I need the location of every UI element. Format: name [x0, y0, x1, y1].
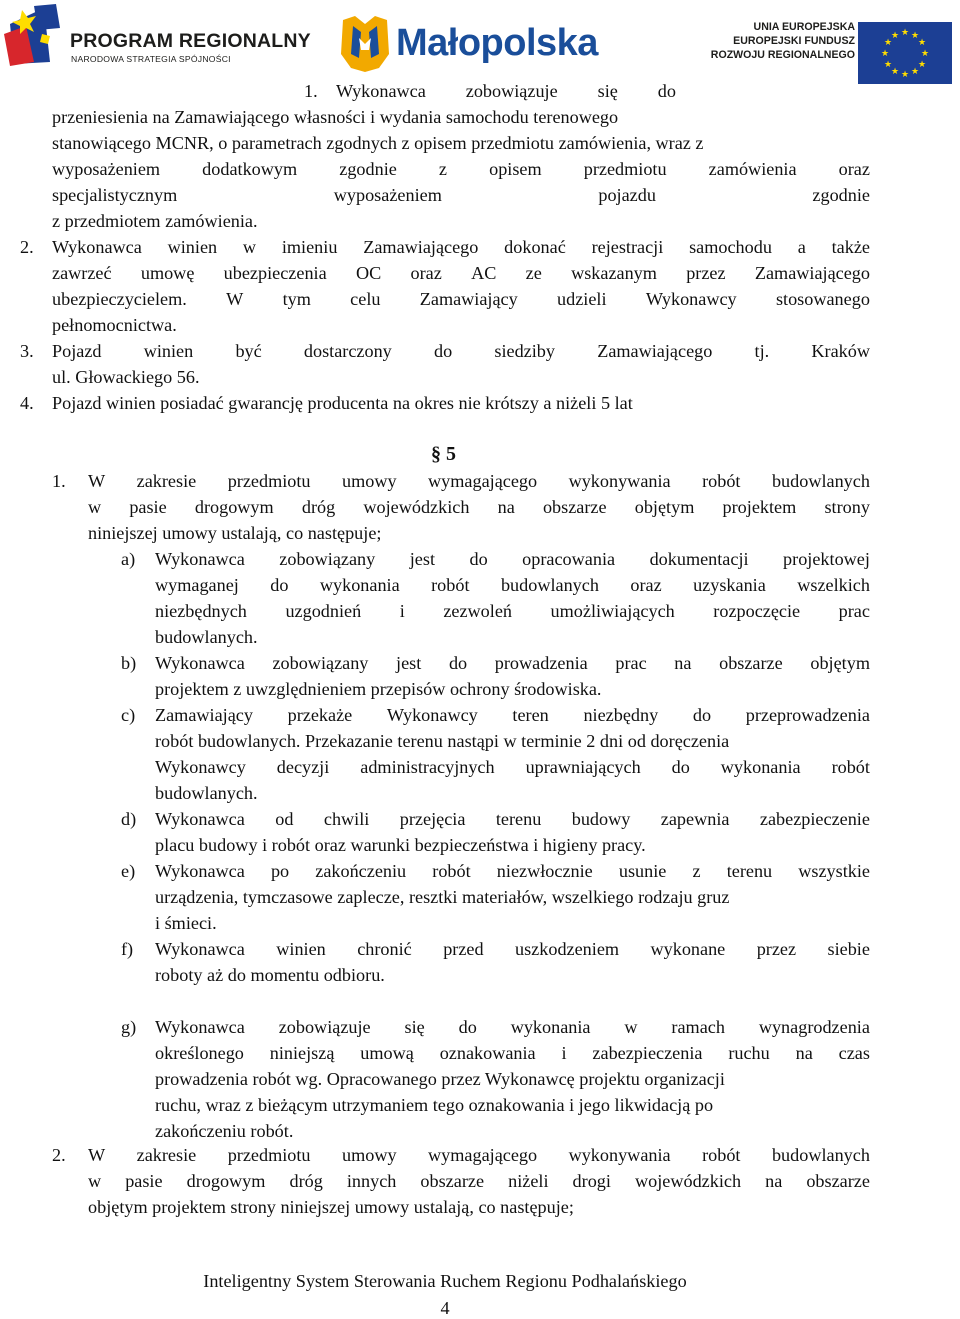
item-number: 2. [52, 1145, 66, 1165]
word: samochodu [689, 237, 772, 257]
footer-project-name: Inteligentny System Sterowania Ruchem Regionu Podhalańskiego [203, 1271, 687, 1291]
word: do [458, 1017, 477, 1037]
word: do [270, 575, 289, 595]
word: budowlanych [771, 1145, 870, 1165]
word: Wykonawca [155, 809, 245, 829]
paragraph-line [52, 340, 870, 362]
item-number: 4. [20, 393, 34, 413]
subitem-letter: g) [121, 1017, 137, 1037]
word: Wykonawca [155, 939, 245, 959]
word: jest [396, 653, 422, 673]
paragraph-line [155, 1016, 870, 1038]
word: wszelkich [797, 575, 870, 595]
word: w [242, 237, 257, 257]
paragraph-line [88, 1170, 870, 1192]
malopolska-title: Małopolska [396, 22, 598, 64]
word: opisem [489, 159, 542, 179]
word: Zamawiający [155, 705, 253, 725]
word: obszarze [542, 497, 607, 517]
paragraph-line: prowadzenia robót wg. Opracowanego przez Wykonawcę projektu organizacji [155, 1069, 725, 1089]
word: terenu [726, 861, 773, 881]
word: wyposażeniem [52, 159, 161, 179]
svg-text:★: ★ [910, 67, 920, 77]
word: dokonać [504, 237, 566, 257]
word: OC [355, 263, 382, 283]
word: budowlanych [500, 575, 599, 595]
word: zobowiązany [272, 653, 369, 673]
word: winien [143, 341, 194, 361]
word: przez [756, 939, 797, 959]
word: wymagającego [428, 1145, 538, 1165]
word: Zamawiający [419, 289, 518, 309]
word: zobowiązuje [278, 1017, 371, 1037]
word: do [657, 81, 676, 101]
word: zobowiązuje [465, 81, 558, 101]
section-heading: § 5 [431, 443, 456, 465]
word: oraz [410, 263, 442, 283]
word: decyzji [276, 757, 330, 777]
paragraph-line: roboty aż do momentu odbioru. [155, 965, 385, 985]
word: W [88, 1145, 106, 1165]
word: prac [838, 601, 870, 621]
word: stosowanego [775, 289, 870, 309]
word: wszystkie [798, 861, 870, 881]
subitem-letter: b) [121, 653, 137, 673]
word: pasie [125, 1171, 163, 1191]
word: obszarze [806, 1171, 870, 1191]
paragraph-line: stanowiącego MCNR, o parametrach zgodnych z opisem przedmiotu zamówienia, wraz z [52, 133, 704, 153]
subitem-letter: a) [121, 549, 136, 569]
paragraph-line [155, 548, 870, 570]
word: zgodnie [812, 185, 870, 205]
word: Wykonawca [155, 1017, 245, 1037]
word: przez [686, 263, 726, 283]
word: drogowym [194, 497, 274, 517]
paragraph-line [52, 262, 870, 284]
word: niżeli [508, 1171, 549, 1191]
word: usunie [618, 861, 667, 881]
eu-line: EUROPEJSKI FUNDUSZ [733, 35, 855, 47]
word: niezwłocznie [496, 861, 593, 881]
word: dodatkowym [202, 159, 298, 179]
item-number: 1. [52, 471, 66, 491]
word: Wykonawca [52, 237, 142, 257]
word: wykonywania [568, 471, 671, 491]
word: robót [702, 1145, 741, 1165]
word: ruchu [728, 1043, 770, 1063]
word: oznakowania [439, 1043, 536, 1063]
word: teren [512, 705, 549, 725]
word: celu [350, 289, 381, 309]
paragraph-line: projektem z uwzględnieniem przepisów ochrony środowiska. [155, 679, 602, 699]
word: zezwoleń [443, 601, 512, 621]
word: umożliwiających [550, 601, 675, 621]
word: opracowania [522, 549, 616, 569]
paragraph-line [155, 600, 870, 622]
word: jest [409, 549, 435, 569]
word: Wykonawca [155, 549, 245, 569]
word: winien [276, 939, 326, 959]
word: na [765, 1171, 783, 1191]
word: umowy [342, 1145, 397, 1165]
word: projektem [722, 497, 797, 517]
word: Wykonawca [155, 653, 245, 673]
word: wykonane [650, 939, 726, 959]
svg-text:★: ★ [917, 60, 927, 70]
word: rejestracji [591, 237, 664, 257]
word: robót [432, 861, 471, 881]
word: uzgodnień [285, 601, 362, 621]
program-regionalny-title: PROGRAM REGIONALNY [70, 30, 311, 52]
eu-line: UNIA EUROPEJSKA [753, 21, 855, 33]
paragraph-line [52, 184, 870, 206]
word: uprawniających [525, 757, 641, 777]
word: drogi [572, 1171, 611, 1191]
word: wykonania [720, 757, 801, 777]
word: zgodnie [339, 159, 397, 179]
word: pasie [129, 497, 167, 517]
word: przekaże [287, 705, 353, 725]
svg-text:★: ★ [883, 60, 893, 70]
word: się [597, 81, 618, 101]
word: W [88, 471, 106, 491]
word: umowę [140, 263, 195, 283]
paragraph-line [336, 80, 676, 102]
word: także [831, 237, 870, 257]
paragraph-line: budowlanych. [155, 783, 258, 803]
word: i [561, 1043, 567, 1063]
paragraph-line: robót budowlanych. Przekazanie terenu nastąpi w terminie 2 dni od doręczenia [155, 731, 730, 751]
paragraph-line [88, 496, 870, 518]
word: niezbędnych [155, 601, 247, 621]
word: prowadzenia [494, 653, 588, 673]
paragraph-line: niniejszej umowy ustalają, co następuje; [88, 523, 382, 543]
paragraph-line: ul. Głowackiego 56. [52, 367, 200, 387]
word: się [404, 1017, 425, 1037]
word: z [438, 159, 447, 179]
paragraph-line [155, 574, 870, 596]
word: przed [443, 939, 484, 959]
word: zakończeniu [315, 861, 407, 881]
item-number: 1. [304, 81, 318, 101]
svg-text:★: ★ [900, 70, 910, 80]
word: pojazdu [598, 185, 656, 205]
word: do [671, 757, 690, 777]
paragraph-line [52, 158, 870, 180]
word: siebie [827, 939, 870, 959]
svg-text:★: ★ [910, 31, 920, 41]
paragraph-line: budowlanych. [155, 627, 258, 647]
word: zapewnia [660, 809, 730, 829]
paragraph-line: objętym projektem strony niniejszej umowy ustalają, co następuje; [88, 1197, 574, 1217]
word: budowlanych [771, 471, 870, 491]
word: na [497, 497, 515, 517]
word: zobowiązany [279, 549, 376, 569]
word: wojewódzkich [635, 1171, 742, 1191]
paragraph-line [52, 288, 870, 310]
word: zawrzeć [52, 263, 112, 283]
paragraph-line [155, 1042, 870, 1064]
word: w [88, 497, 102, 517]
word: wskazanym [571, 263, 657, 283]
subitem-letter: d) [121, 809, 137, 829]
word: dróg [301, 497, 336, 517]
word: od [275, 809, 294, 829]
word: objętym [810, 653, 870, 673]
paragraph-line [155, 652, 870, 674]
subitem-letter: c) [121, 705, 136, 725]
word: zamówienia [708, 159, 797, 179]
item-number: 2. [20, 237, 34, 257]
word: przeprowadzenia [745, 705, 870, 725]
word: wyposażeniem [333, 185, 442, 205]
paragraph-line: Pojazd winien posiadać gwarancję producenta na okres nie krótszy a niżeli 5 lat [52, 393, 633, 413]
word: AC [471, 263, 497, 283]
word: dostarczony [303, 341, 392, 361]
svg-text:★: ★ [900, 28, 910, 38]
word: być [235, 341, 262, 361]
paragraph-line [88, 470, 870, 492]
svg-text:★: ★ [890, 67, 900, 77]
word: na [795, 1043, 813, 1063]
word: do [469, 549, 488, 569]
page-number: 4 [440, 1298, 450, 1318]
svg-text:★: ★ [917, 38, 927, 48]
word: po [270, 861, 290, 881]
word: budowy [571, 809, 631, 829]
paragraph-line: i śmieci. [155, 913, 217, 933]
paragraph-line: przeniesienia na Zamawiającego własności i wydania samochodu terenowego [52, 107, 619, 127]
subitem-letter: e) [121, 861, 136, 881]
word: tj. [754, 341, 770, 361]
word: Zamawiającego [597, 341, 713, 361]
word: dróg [289, 1171, 323, 1191]
word: a [797, 237, 806, 257]
paragraph-line [155, 808, 870, 830]
word: i [399, 601, 405, 621]
paragraph-line [155, 860, 870, 882]
word: ramach [671, 1017, 725, 1037]
word: imieniu [281, 237, 338, 257]
word: strony [824, 497, 870, 517]
word: przedmiotu [583, 159, 667, 179]
paragraph-line: zakończeniu robót. [155, 1121, 294, 1141]
paragraph-line [155, 756, 870, 778]
svg-text:★: ★ [880, 49, 890, 59]
word: na [674, 653, 692, 673]
word: Kraków [811, 341, 870, 361]
word: winien [167, 237, 218, 257]
word: udzieli [557, 289, 607, 309]
word: ubezpieczycielem. [52, 289, 187, 309]
word: oraz [630, 575, 662, 595]
word: rozpoczęcie [713, 601, 801, 621]
word: ze [525, 263, 542, 283]
word: czas [838, 1043, 870, 1063]
word: prac [615, 653, 647, 673]
word: wykonania [319, 575, 400, 595]
word: siedziby [494, 341, 555, 361]
word: Wykonawca [155, 861, 245, 881]
word: uszkodzeniem [515, 939, 620, 959]
paragraph-line: ruchu, wraz z bieżącym utrzymaniem tego oznakowania i jego likwidacją po [155, 1095, 714, 1115]
word: administracyjnych [360, 757, 495, 777]
word: robót [431, 575, 470, 595]
word: uzyskania [693, 575, 766, 595]
word: wykonania [510, 1017, 591, 1037]
word: obszarze [719, 653, 783, 673]
word: zabezpieczenie [759, 809, 870, 829]
word: do [692, 705, 712, 725]
word: chronić [357, 939, 412, 959]
eu-line: ROZWOJU REGIONALNEGO [710, 49, 855, 61]
word: z [692, 861, 701, 881]
word: obszarze [420, 1171, 485, 1191]
svg-text:★: ★ [883, 38, 893, 48]
word: przedmiotu [227, 471, 311, 491]
word: do [433, 341, 453, 361]
word: dokumentacji [649, 549, 749, 569]
word: drogowym [186, 1171, 266, 1191]
word: Zamawiającego [363, 237, 479, 257]
word: wymagającego [428, 471, 538, 491]
word: projektowej [783, 549, 870, 569]
word: niezbędny [583, 705, 659, 725]
word: Zamawiającego [754, 263, 870, 283]
paragraph-line [88, 1144, 870, 1166]
word: w [88, 1171, 102, 1191]
paragraph-line: z przedmiotem zamówienia. [52, 211, 258, 231]
word: do [448, 653, 468, 673]
word: przedmiotu [227, 1145, 311, 1165]
word: ubezpieczenia [223, 263, 327, 283]
word: Wykonawcy [155, 757, 246, 777]
subitem-letter: f) [121, 939, 134, 959]
word: robót [831, 757, 870, 777]
word: specjalistycznym [52, 185, 178, 205]
word: umową [360, 1043, 414, 1063]
word: zabezpieczenia [592, 1043, 703, 1063]
word: zakresie [136, 1145, 197, 1165]
item-number: 3. [20, 341, 34, 361]
word: robót [702, 471, 741, 491]
word: tym [282, 289, 311, 309]
paragraph-line: pełnomocnictwa. [52, 315, 177, 335]
word: Wykonawca [336, 81, 426, 101]
word: w [624, 1017, 638, 1037]
word: objętym [634, 497, 695, 517]
word: Pojazd [52, 341, 102, 361]
paragraph-line [52, 236, 870, 258]
word: Wykonawcy [645, 289, 737, 309]
word: innych [346, 1171, 397, 1191]
paragraph-line [155, 938, 870, 960]
word: W [226, 289, 244, 309]
word: Wykonawcy [386, 705, 478, 725]
paragraph-line: placu budowy i robót oraz warunki bezpieczeństwa i higieny pracy. [155, 835, 646, 855]
word: przejęcia [399, 809, 466, 829]
word: chwili [323, 809, 370, 829]
word: niniejszą [269, 1043, 335, 1063]
program-regionalny-subtitle: NARODOWA STRATEGIA SPÓJNOŚCI [71, 54, 231, 64]
word: terenu [495, 809, 542, 829]
svg-text:★: ★ [890, 31, 900, 41]
word: określonego [155, 1043, 244, 1063]
paragraph-line: urządzenia, tymczasowe zaplecze, resztki materiałów, wszelkiego rodzaju gruz [155, 887, 730, 907]
paragraph-line [155, 704, 870, 726]
word: oraz [838, 159, 870, 179]
word: zakresie [136, 471, 197, 491]
word: wynagrodzenia [758, 1017, 870, 1037]
word: wykonywania [568, 1145, 671, 1165]
word: wojewódzkich [363, 497, 470, 517]
word: umowy [342, 471, 397, 491]
svg-text:★: ★ [920, 49, 930, 59]
word: wymaganej [155, 575, 239, 595]
